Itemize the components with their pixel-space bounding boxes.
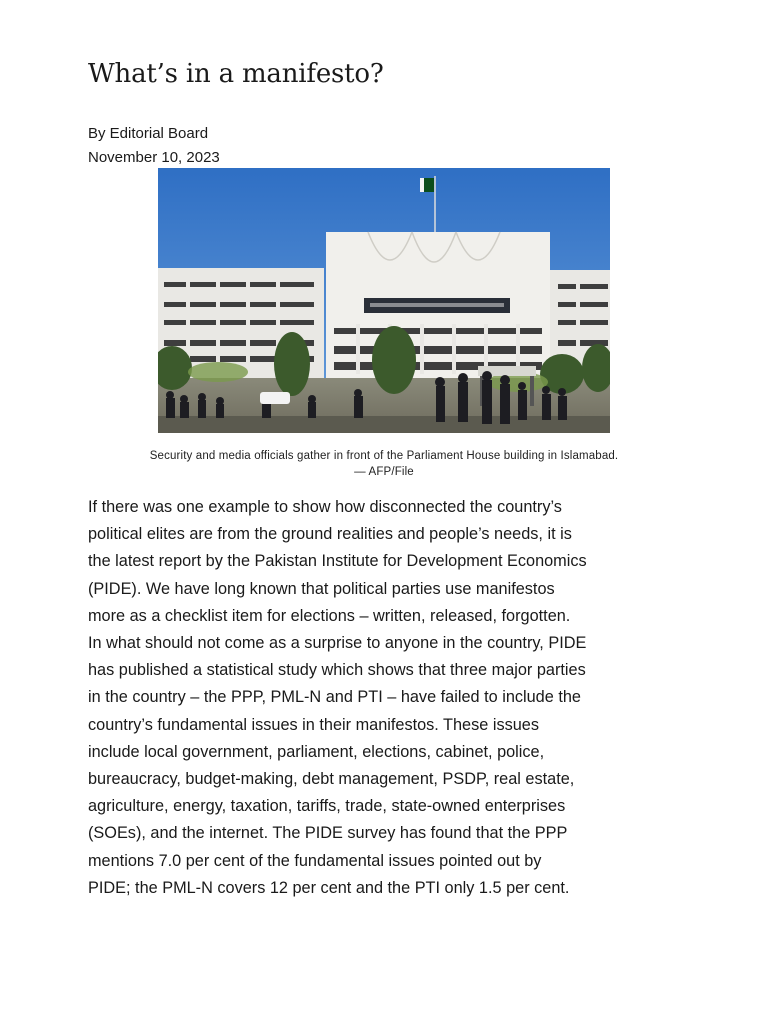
image-caption [118, 448, 650, 480]
article-image [158, 168, 610, 433]
article-title: What’s in a manifesto? [88, 59, 384, 89]
article-body [88, 494, 588, 902]
author-name: By Editorial Board [88, 125, 209, 142]
body-paragraph: If there was one example to show how disconnected the country’s political elites are from the ground realities and people’s needs, it is the latest report by the Pakistan Institute for Development Economics (PIDE). We have long known that political parties use manifestos more as a checklist item for elections – written, released, forgotten. In what should not come as a surprise to anyone in the country, PIDE has published a statistical study which shows that three major parties in the country – the PPP, PML-N and PTI – have failed to include the country’s fundamental issues in their manifestos. These issues include local government, parliament, elections, cabinet, police, bureaucracy, budget-making, debt management, PSDP, real estate, agriculture, energy, taxation, tariffs, trade, state-owned enterprises (SOEs), and the internet. The PIDE survey has found that the PPP mentions 7.0 per cent of the fundamental issues pointed out by PIDE; the PML-N covers 12 per cent and the PTI only 1.5 per cent. [88, 498, 587, 897]
byline [88, 122, 220, 170]
parliament-photo [158, 168, 610, 433]
caption-text: Security and media officials gather in front of the Parliament House building in Islamabad. [149, 450, 619, 462]
publish-date: November 10, 2023 [88, 149, 220, 166]
caption-credit: — AFP/File [354, 466, 414, 478]
